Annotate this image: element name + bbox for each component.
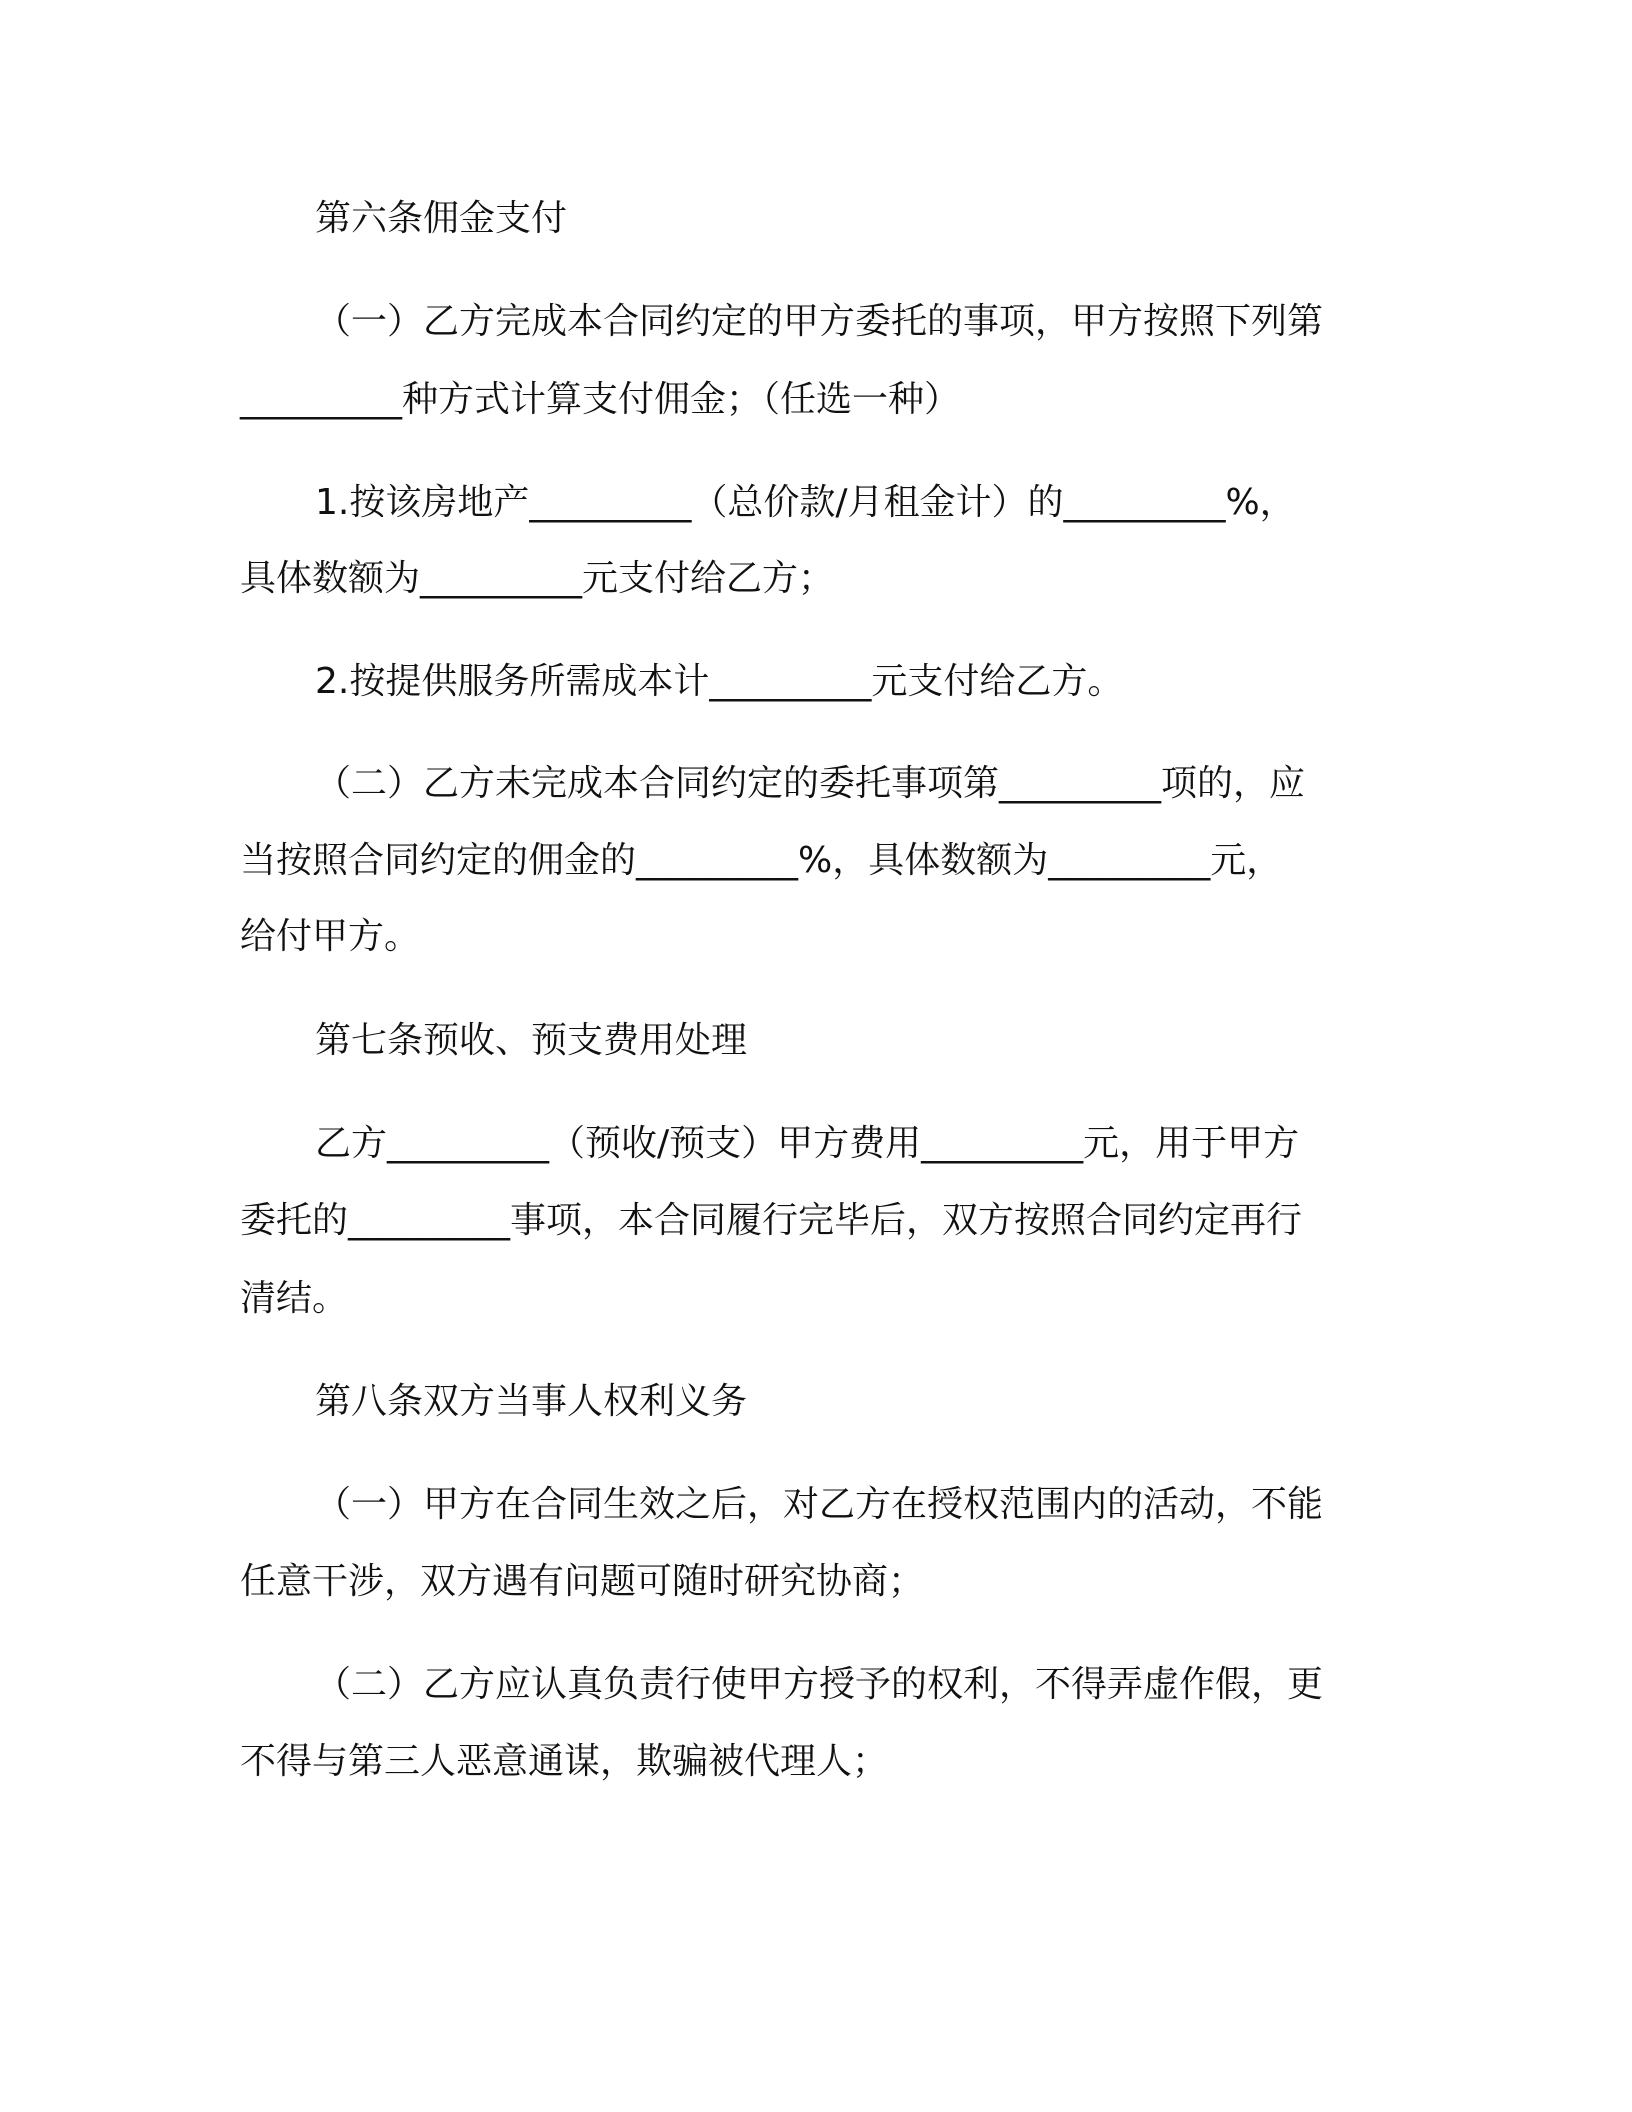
article-6-heading: 第六条佣金支付: [315, 198, 568, 239]
article-8-heading: 第八条双方当事人权利义务: [315, 1381, 748, 1422]
article-6-clause-2-line-2: 当按照合同约定的佣金的_________%，具体数额为_________元，: [240, 840, 1283, 881]
article-6-clause-2-line-1: （二）乙方未完成本合同约定的委托事项第_________项的，应: [315, 763, 1306, 804]
article-6-option-1-line-1: 1.按该房地产_________（总价款/月租金计）的_________%，: [315, 482, 1296, 523]
article-8-clause-1-line-2: 任意干涉，双方遇有问题可随时研究协商；: [240, 1561, 925, 1602]
article-8-clause-2-line-1: （二）乙方应认真负责行使甲方授予的权利，不得弄虚作假，更: [315, 1664, 1324, 1705]
article-7-paragraph-line-1: 乙方_________（预收/预支）甲方费用_________元，用于甲方: [315, 1123, 1300, 1164]
article-7-paragraph-line-3: 清结。: [240, 1278, 349, 1319]
article-6-option-2: 2.按提供服务所需成本计_________元支付给乙方。: [315, 661, 1124, 702]
article-8-clause-1-line-1: （一）甲方在合同生效之后，对乙方在授权范围内的活动，不能: [315, 1484, 1324, 1525]
article-6-option-1-line-2: 具体数额为_________元支付给乙方；: [240, 558, 835, 599]
article-7-paragraph-line-2: 委托的_________事项，本合同履行完毕后，双方按照合同约定再行: [240, 1200, 1303, 1241]
article-7-heading: 第七条预收、预支费用处理: [315, 1020, 748, 1061]
article-6-clause-2-line-3: 给付甲方。: [240, 916, 421, 957]
article-8-clause-2-line-2: 不得与第三人恶意通谋，欺骗被代理人；: [240, 1741, 889, 1782]
article-6-clause-1-line-1: （一）乙方完成本合同约定的甲方委托的事项，甲方按照下列第: [315, 301, 1324, 342]
article-6-clause-1-line-2: _________种方式计算支付佣金；（任选一种）: [240, 379, 961, 420]
